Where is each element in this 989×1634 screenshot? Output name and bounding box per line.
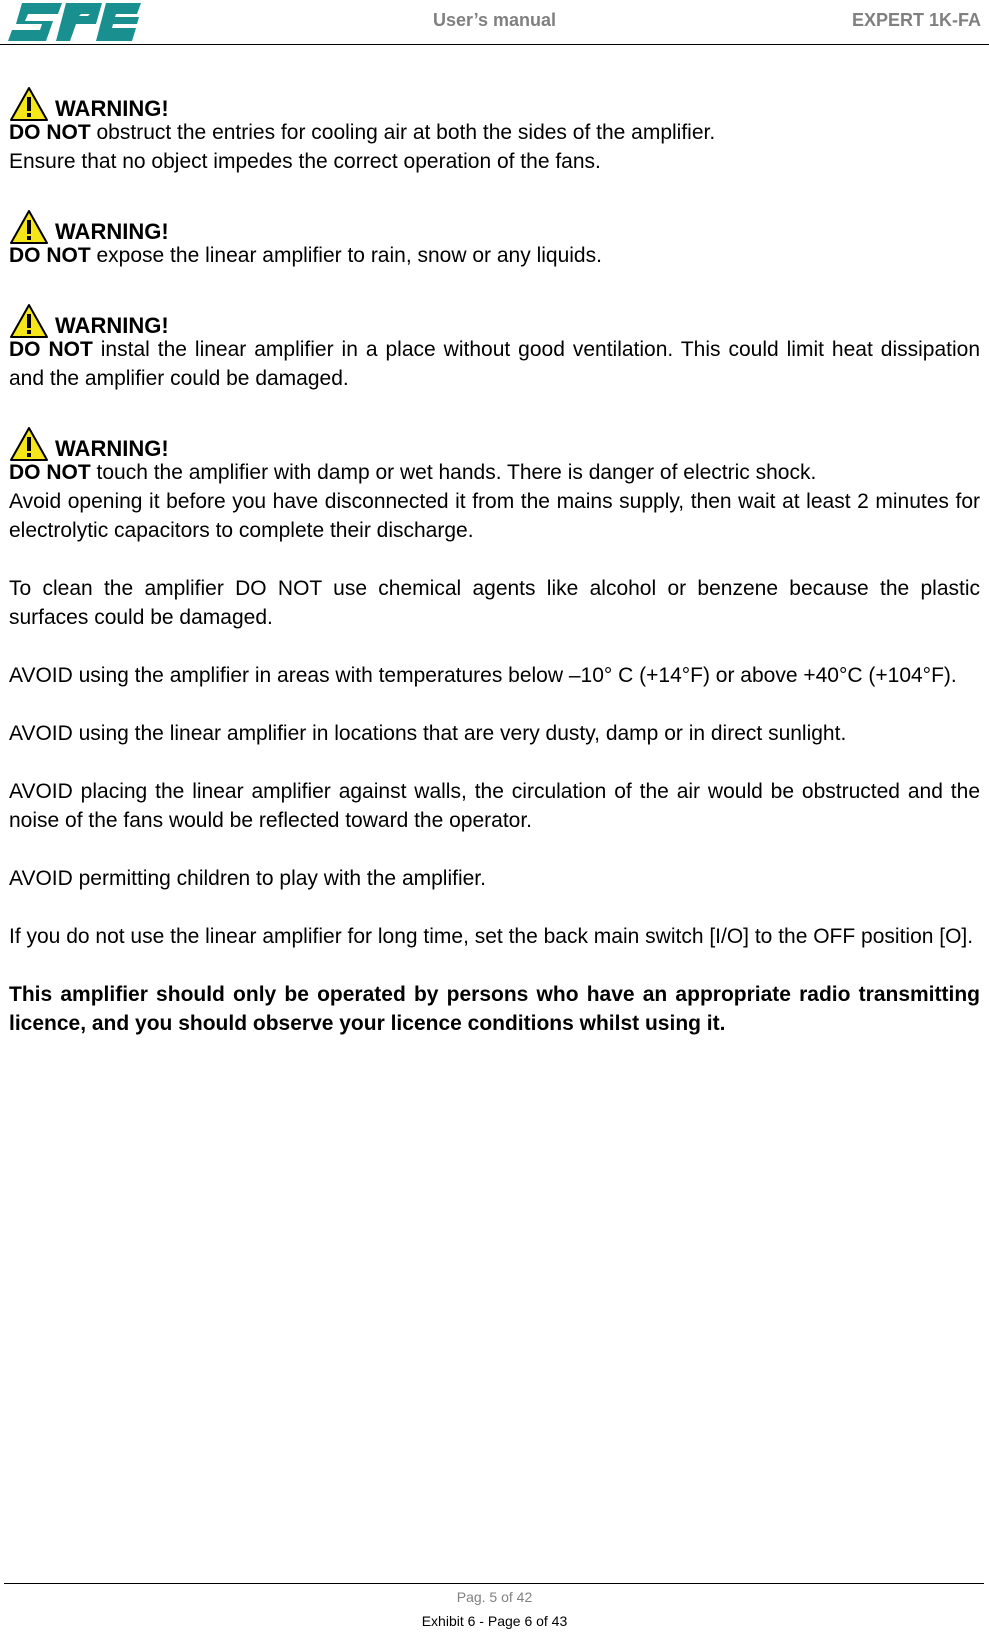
page-header bbox=[0, 0, 989, 45]
warning-block-4 bbox=[9, 422, 980, 545]
warning-block-1 bbox=[9, 82, 980, 176]
warning-text: DO NOT touch the amplifier with damp or wet hands. There is danger of electric shock. bbox=[9, 461, 817, 484]
warning-text: DO NOT expose the linear amplifier to rain, snow or any liquids. bbox=[9, 244, 602, 267]
warning-title: WARNING! bbox=[55, 219, 169, 244]
paragraph-main-switch: If you do not use the linear amplifier for long time, set the back main switch [I/O] to the OFF position [O]. bbox=[9, 925, 974, 948]
warning-lead: DO NOT bbox=[9, 461, 91, 484]
warning-block-2 bbox=[9, 205, 980, 270]
paragraph-children: AVOID permitting children to play with the amplifier. bbox=[9, 867, 486, 890]
page-body bbox=[9, 82, 980, 1067]
warning-triangle-icon bbox=[9, 86, 49, 122]
licence-notice: This amplifier should only be operated by persons who have an appropriate radio transmitting licence, and you should observe your licence conditions whilst using it. bbox=[9, 983, 980, 1035]
warning-title: WARNING! bbox=[55, 96, 169, 121]
model-name: EXPERT 1K-FA bbox=[851, 10, 981, 30]
warning-title: WARNING! bbox=[55, 436, 169, 461]
paragraph-walls: AVOID placing the linear amplifier against walls, the circulation of the air would be obstructed and the noise of the fans would be reflected toward the operator. bbox=[9, 780, 980, 832]
warning-heading bbox=[9, 82, 980, 122]
warning-heading bbox=[9, 422, 980, 462]
exhibit-label: Exhibit 6 - Page 6 of 43 bbox=[421, 1613, 568, 1629]
warning-lead: DO NOT bbox=[9, 121, 91, 144]
footer-divider bbox=[4, 1583, 984, 1584]
paragraph-cleaning: To clean the amplifier DO NOT use chemical agents like alcohol or benzene because the plastic surfaces could be damaged. bbox=[9, 577, 980, 629]
warning-text: DO NOT instal the linear amplifier in a place without good ventilation. This could limit heat dissipation and the amplifier could be damaged. bbox=[9, 338, 980, 390]
warning-text: DO NOT obstruct the entries for cooling air at both the sides of the amplifier. bbox=[9, 121, 716, 144]
warning-extra-text: Ensure that no object impedes the correct operation of the fans. bbox=[9, 150, 601, 173]
warning-title: WARNING! bbox=[55, 313, 169, 338]
warning-block-3 bbox=[9, 299, 980, 393]
paragraph-dusty-locations: AVOID using the linear amplifier in locations that are very dusty, damp or in direct sunlight. bbox=[9, 722, 847, 745]
warning-triangle-icon bbox=[9, 209, 49, 245]
manual-title: User’s manual bbox=[432, 10, 557, 30]
warning-extra-text: Avoid opening it before you have disconnected it from the mains supply, then wait at least 2 minutes for electrolytic capacitors to complete their discharge. bbox=[9, 490, 980, 542]
page-number: Pag. 5 of 42 bbox=[456, 1589, 533, 1605]
warning-lead: DO NOT bbox=[9, 338, 93, 361]
paragraph-temperature: AVOID using the amplifier in areas with temperatures below –10° C (+14°F) or above +40°C (+104°F). bbox=[9, 664, 957, 687]
warning-triangle-icon bbox=[9, 426, 49, 462]
warning-lead: DO NOT bbox=[9, 244, 91, 267]
warning-triangle-icon bbox=[9, 303, 49, 339]
warning-heading bbox=[9, 205, 980, 245]
warning-heading bbox=[9, 299, 980, 339]
